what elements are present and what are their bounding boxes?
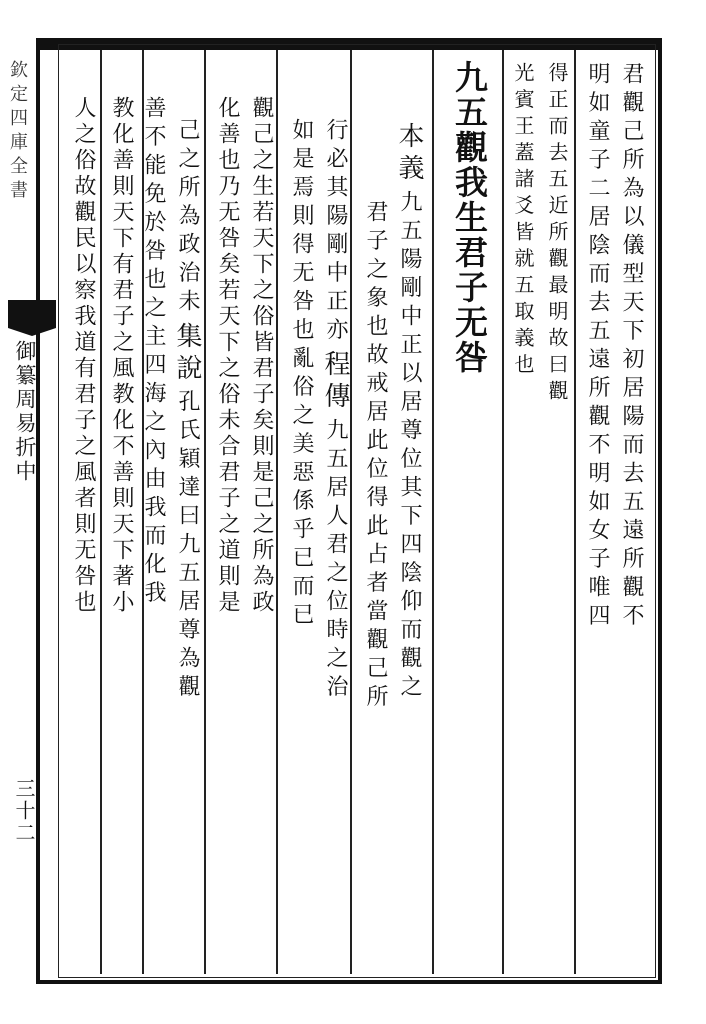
text-column: 光賓王蓋諸爻皆就五取義也 <box>511 62 535 380</box>
margin-header: 欽定四庫全書 <box>7 60 28 204</box>
column-rule <box>276 50 278 974</box>
fishtail-mark <box>8 300 56 328</box>
book-title: 御纂周易折中 <box>13 340 37 484</box>
commentary-text: 己之所為政治未 <box>175 118 200 318</box>
text-column: 人之俗故觀民以察我道有君子之風者則无咎也 <box>71 96 96 616</box>
commentary-text: 行必其陽剛中正亦 <box>323 118 348 346</box>
text-column: 善不能免於咎也之主四海之內由我而化我 <box>141 96 166 609</box>
column-rule <box>350 50 352 974</box>
page-number: 三十二 <box>12 778 36 844</box>
commentary-text: 九五居人君之位時之治 <box>323 418 348 703</box>
column-rule <box>502 50 504 974</box>
text-column: 君子之象也故戒居此位得此占者當觀己所 <box>363 200 388 713</box>
column-rule <box>574 50 576 974</box>
text-column: 得正而去五近所觀最明故曰觀 <box>545 62 569 407</box>
text-column: 如是焉則得无咎也亂俗之美惡係乎已而已 <box>289 118 314 631</box>
commentary-label: 集說 <box>172 321 202 386</box>
column-rule <box>432 50 434 974</box>
commentary-text: 九五陽剛中正以居尊位其下四陰仰而觀之 <box>397 190 422 703</box>
text-column: 化善也乃无咎矣若天下之俗未合君子之道則是 <box>215 96 240 616</box>
text-column: 觀己之生若天下之俗皆君子矣則是己之所為政 <box>249 96 274 616</box>
text-column: 明如童子二居陰而去五遠所觀不明如女子唯四 <box>585 62 610 632</box>
text-column <box>320 118 350 703</box>
column-rule <box>204 50 206 974</box>
commentary-label: 程傳 <box>320 350 350 414</box>
commentary-label: 本義 <box>394 122 424 186</box>
text-column <box>172 118 202 703</box>
column-rule <box>100 50 102 974</box>
commentary-text: 孔氏穎達曰九五居尊為觀 <box>175 389 200 703</box>
hexagram-line-heading: 九五觀我生君子无咎 <box>450 60 489 375</box>
text-column <box>394 118 424 703</box>
text-column: 君觀己所為以儀型天下初居陽而去五遠所觀不 <box>619 62 644 632</box>
text-column: 教化善則天下有君子之風教化不善則天下著小 <box>109 96 134 616</box>
